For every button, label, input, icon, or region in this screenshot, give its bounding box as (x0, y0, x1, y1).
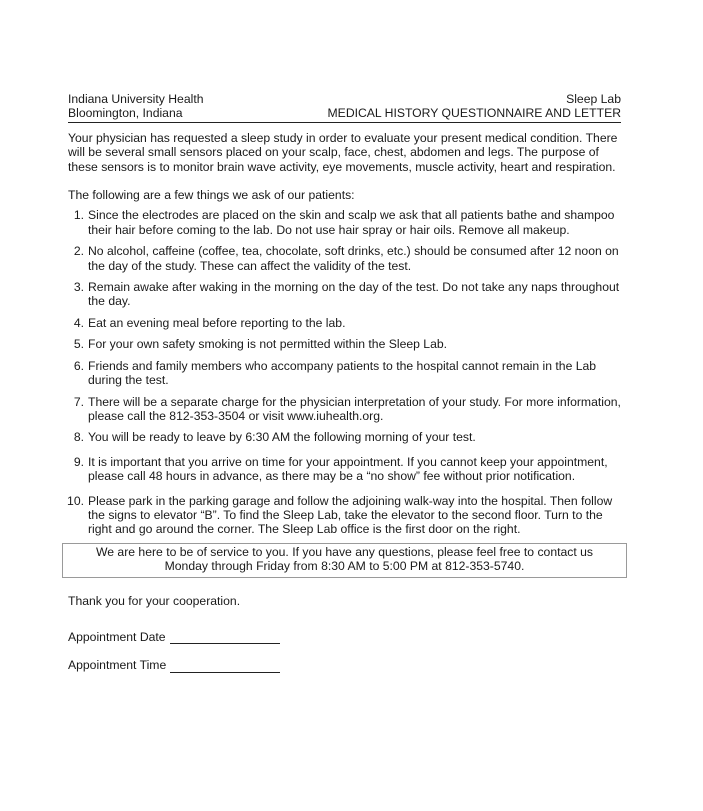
contact-line-1: We are here to be of service to you. If you have any questions, please feel free to contact us (95, 544, 594, 559)
list-item (68, 337, 621, 351)
item-number: 8. (73, 430, 84, 445)
organization-location: Bloomington, Indiana (68, 106, 183, 121)
item-text: Since the electrodes are placed on the skin and scalp we ask that all patients bathe and shampoo their hair before coming to the lab. Do not use hair spray or hair oils. Remove all makeup. (88, 208, 615, 237)
list-item (68, 395, 621, 424)
list-item (68, 208, 621, 237)
item-number: 7. (73, 394, 84, 409)
item-number: 1. (73, 208, 84, 223)
list-item (68, 494, 621, 537)
item-text: You will be ready to leave by 6:30 AM the following morning of your test. (88, 430, 476, 445)
instructions-list (68, 208, 621, 536)
item-number: 3. (73, 280, 84, 295)
letterhead-right (328, 92, 621, 121)
item-text: Please park in the parking garage and follow the adjoining walk-way into the hospital. Then follow the signs to elevator “B”. To find the Sleep Lab, take the elevator to the second floor. Turn to the right and go around the corner. The Sleep Lab office is the first door on the right. (88, 493, 613, 537)
appointment-date-blank (170, 631, 280, 644)
item-number: 10. (67, 493, 84, 508)
thank-you-note: Thank you for your cooperation. (68, 593, 241, 608)
item-text: No alcohol, caffeine (coffee, tea, chocolate, soft drinks, etc.) should be consumed after 12 noon on the day of the study. These can affect the validity of the test. (88, 244, 619, 273)
appointment-date-label: Appointment Date (68, 629, 166, 644)
appointment-date-row (68, 630, 621, 644)
item-number: 9. (73, 454, 84, 469)
item-number: 2. (73, 244, 84, 259)
appointment-time-label: Appointment Time (68, 658, 167, 673)
list-item (68, 430, 621, 444)
list-item (68, 244, 621, 273)
item-text: Eat an evening meal before reporting to the lab. (88, 315, 346, 330)
item-text: It is important that you arrive on time for your appointment. If you cannot keep your appointment, please call 48 hours in advance, as there may be a “no show” fee without prior notification. (88, 454, 608, 484)
contact-line-2: Monday through Friday from 8:30 AM to 5:00 PM at 812-353-5740. (164, 559, 525, 574)
list-item (68, 359, 621, 388)
organization-name: Indiana University Health (68, 92, 204, 106)
appointment-time-row (68, 658, 621, 672)
document-page (68, 92, 621, 673)
item-text: There will be a separate charge for the physician interpretation of your study. For more information, please call the 812-353-3504 or visit www.iuhealth.org. (88, 394, 621, 423)
list-item (68, 280, 621, 309)
item-number: 5. (73, 337, 84, 352)
list-item (68, 455, 621, 484)
item-text: For your own safety smoking is not permitted within the Sleep Lab. (88, 337, 448, 352)
item-number: 6. (73, 358, 84, 373)
intro-paragraph: Your physician has requested a sleep study in order to evaluate your present medical condition. There will be several small sensors placed on your scalp, face, chest, abdomen and legs. The purpose of these sensors is to monitor brain wave activity, eye movements, muscle activity, heart and respiration. (68, 130, 618, 174)
document-title: MEDICAL HISTORY QUESTIONNAIRE AND LETTER (327, 106, 621, 121)
appointment-time-blank (170, 660, 280, 673)
item-text: Friends and family members who accompany patients to the hospital cannot remain in the Lab during the test. (88, 358, 597, 388)
list-item (68, 316, 621, 330)
letterhead (68, 92, 621, 123)
instructions-lead: The following are a few things we ask of our patients: (68, 188, 355, 203)
contact-box (62, 543, 627, 578)
letterhead-left (68, 92, 204, 121)
item-number: 4. (73, 315, 84, 330)
item-text: Remain awake after waking in the morning on the day of the test. Do not take any naps throughout the day. (88, 280, 620, 309)
department-name: Sleep Lab (566, 92, 621, 106)
